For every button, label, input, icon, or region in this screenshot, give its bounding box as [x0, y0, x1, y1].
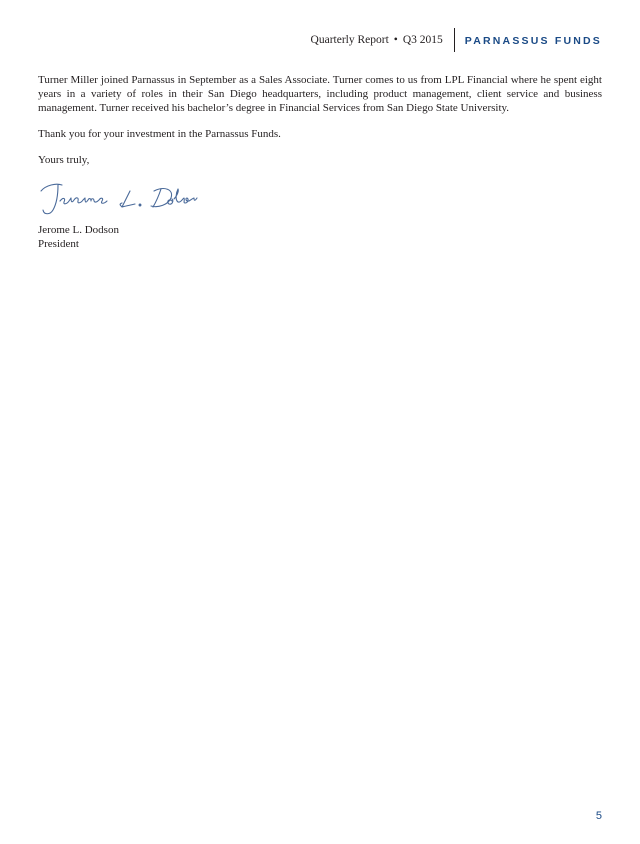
- handwritten-signature: [38, 179, 198, 221]
- letter-body: [38, 73, 602, 251]
- report-period: Q3 2015: [402, 34, 443, 46]
- page-number: 5: [595, 810, 602, 822]
- signatory-title: President: [38, 238, 79, 250]
- brand-logo-text: PARNASSUS FUNDS: [464, 35, 602, 47]
- report-title: [311, 35, 443, 47]
- header-divider: [454, 28, 455, 52]
- paragraph-thank-you: Thank you for your investment in the Parnassus Funds.: [38, 128, 281, 140]
- bullet-separator: •: [393, 34, 398, 46]
- signature-block: [38, 223, 602, 251]
- signatory-name: Jerome L. Dodson: [38, 224, 119, 236]
- report-label: Quarterly Report: [310, 34, 389, 46]
- page-header: [311, 28, 602, 52]
- closing-line: Yours truly,: [38, 154, 90, 166]
- paragraph-turner-miller: Turner Miller joined Parnassus in September as a Sales Associate. Turner comes to us from LPL Financial where he spent eight years in a variety of roles in their San Diego headquarters, including product management, client service and business management. Turner received his bachelor’s degree in Financial Services from San Diego State University.: [38, 74, 602, 114]
